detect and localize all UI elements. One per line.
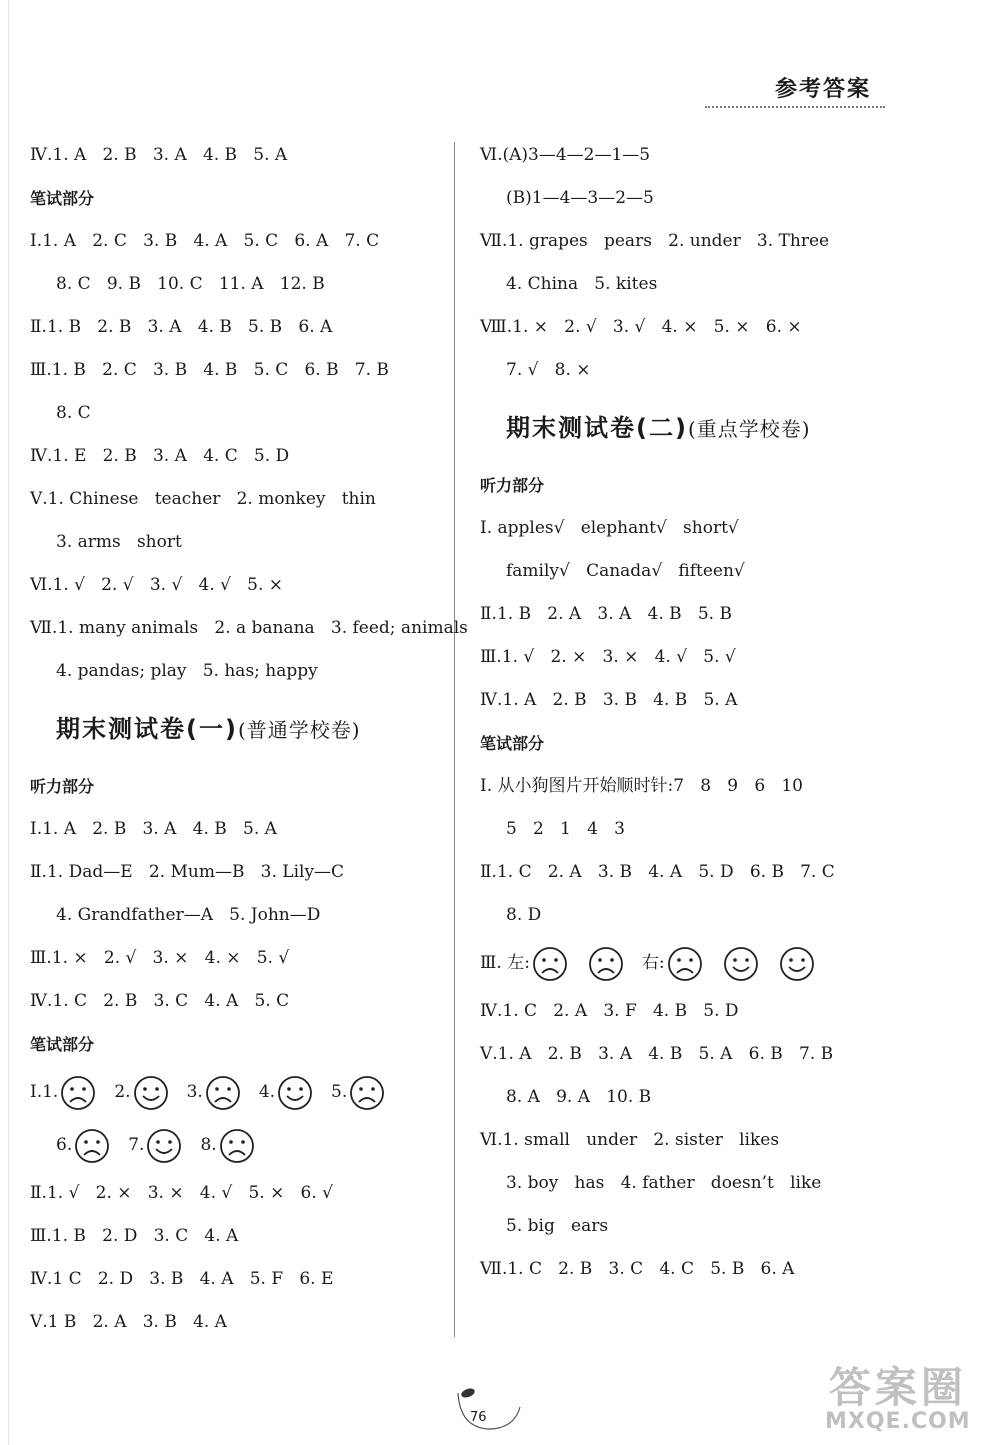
face-answer-label: 右:	[641, 953, 665, 973]
sad-face-icon	[60, 1075, 96, 1111]
answer-line: Ⅶ.1. many animals 2. a banana 3. feed; animals	[30, 618, 468, 638]
face-answer-label: 5.	[331, 1082, 348, 1102]
smiley-face-icon	[133, 1075, 169, 1111]
answer-line: Ⅳ.1. A 2. B 3. B 4. B 5. A	[480, 690, 738, 710]
answer-line: Ⅱ.1. Dad—E 2. Mum—B 3. Lily—C	[30, 862, 345, 882]
watermark-text-top: 答案圈	[828, 1363, 967, 1412]
face-answer-row	[480, 937, 900, 990]
answer-line: 3. boy has 4. father doesn’t like	[506, 1173, 822, 1193]
answer-line: Ⅵ.(A)3—4—2—1—5	[480, 145, 651, 165]
sad-face-icon	[588, 946, 624, 982]
answer-line: 8. A 9. A 10. B	[506, 1087, 652, 1107]
answer-line: Ⅵ.1. small under 2. sister likes	[480, 1130, 780, 1150]
answer-line: Ⅷ.1. × 2. √ 3. √ 4. × 5. × 6. ×	[480, 317, 802, 337]
part-label: 笔试部分	[30, 1035, 95, 1054]
answer-line: family√ Canada√ fifteen√	[506, 561, 745, 581]
answer-line: Ⅶ.1. C 2. B 3. C 4. C 5. B 6. A	[480, 1259, 795, 1279]
answer-line: 8. D	[506, 905, 542, 925]
answer-line: 3. arms short	[56, 532, 182, 552]
face-answer-label: 3.	[186, 1082, 203, 1102]
answer-line: 5 2 1 4 3	[506, 819, 625, 839]
smiley-face-icon	[277, 1075, 313, 1111]
face-answer-label: 8.	[200, 1135, 217, 1155]
answer-line: 4. pandas; play 5. has; happy	[56, 661, 318, 681]
answer-line: Ⅳ.1. C 2. B 3. C 4. A 5. C	[30, 991, 290, 1011]
answer-line: 8. C	[56, 403, 91, 423]
face-answer-label: 6.	[56, 1135, 73, 1155]
right-answer-column	[480, 134, 900, 1291]
answer-line: Ⅱ.1. √ 2. × 3. × 4. √ 5. × 6. √	[30, 1183, 333, 1203]
answer-line: Ⅱ.1. C 2. A 3. B 4. A 5. D 6. B 7. C	[480, 862, 835, 882]
answer-line: Ⅳ.1 C 2. D 3. B 4. A 5. F 6. E	[30, 1269, 334, 1289]
section-heading	[30, 693, 450, 765]
answer-line: 4. Grandfather—A 5. John—D	[56, 905, 321, 925]
answer-line: Ⅴ.1 B 2. A 3. B 4. A	[30, 1312, 227, 1332]
answer-line: 8. C 9. B 10. C 11. A 12. B	[56, 274, 325, 294]
sad-face-icon	[219, 1128, 255, 1164]
answer-line: (B)1—4—3—2—5	[506, 188, 654, 208]
sad-face-icon	[74, 1128, 110, 1164]
watermark-logo	[825, 1355, 971, 1434]
answer-line: Ⅰ. apples√ elephant√ short√	[480, 518, 739, 538]
face-answer-label: Ⅲ. 左:	[480, 953, 530, 973]
sad-face-icon	[205, 1075, 241, 1111]
sad-face-icon	[532, 946, 568, 982]
part-label: 笔试部分	[30, 189, 95, 208]
answer-line: Ⅳ.1. E 2. B 3. A 4. C 5. D	[30, 446, 290, 466]
section-heading	[480, 392, 900, 464]
sad-face-icon	[667, 946, 703, 982]
answer-line: Ⅰ.1. A 2. B 3. A 4. B 5. A	[30, 819, 277, 839]
answer-line: 5. big ears	[506, 1216, 609, 1236]
section-title: 期末测试卷(二)	[506, 414, 688, 442]
left-answer-column	[30, 134, 468, 1344]
page-number-ornament	[448, 1385, 528, 1435]
answer-line: Ⅱ.1. B 2. A 3. A 4. B 5. B	[480, 604, 732, 624]
answer-line: 4. China 5. kites	[506, 274, 658, 294]
answer-line: Ⅲ.1. × 2. √ 3. × 4. × 5. √	[30, 948, 290, 968]
answer-line: Ⅵ.1. √ 2. √ 3. √ 4. √ 5. ×	[30, 575, 284, 595]
column-divider	[454, 142, 455, 1337]
answer-line: Ⅲ.1. B 2. C 3. B 4. B 5. C 6. B 7. B	[30, 360, 389, 380]
answer-line: Ⅱ.1. B 2. B 3. A 4. B 5. B 6. A	[30, 317, 333, 337]
face-answer-row	[30, 1119, 450, 1172]
smiley-face-icon	[779, 946, 815, 982]
section-subtitle: (普通学校卷)	[237, 718, 361, 742]
answer-line: Ⅳ.1. A 2. B 3. A 4. B 5. A	[30, 145, 288, 165]
answer-line: Ⅰ. 从小狗图片开始顺时针:7 8 9 6 10	[480, 776, 803, 796]
answer-line: Ⅴ.1. A 2. B 3. A 4. B 5. A 6. B 7. B	[480, 1044, 834, 1064]
part-label: 笔试部分	[480, 734, 545, 753]
header-dotted-rule	[705, 106, 885, 108]
page-header-title: 参考答案	[775, 77, 872, 102]
part-label: 听力部分	[30, 777, 95, 796]
part-label: 听力部分	[480, 476, 545, 495]
face-answer-label: Ⅰ.1.	[30, 1082, 59, 1102]
face-answer-label: 4.	[258, 1082, 276, 1102]
smiley-face-icon	[146, 1128, 182, 1164]
answer-line: Ⅳ.1. C 2. A 3. F 4. B 5. D	[480, 1001, 739, 1021]
smiley-face-icon	[723, 946, 759, 982]
face-answer-label: 2.	[114, 1082, 131, 1102]
answer-line: Ⅰ.1. A 2. C 3. B 4. A 5. C 6. A 7. C	[30, 231, 380, 251]
section-subtitle: (重点学校卷)	[687, 417, 811, 441]
face-answer-row	[30, 1066, 450, 1119]
section-title: 期末测试卷(一)	[56, 715, 238, 743]
watermark-text-bottom: MXQE.COM	[825, 1409, 971, 1434]
answer-line: Ⅲ.1. B 2. D 3. C 4. A	[30, 1226, 239, 1246]
sad-face-icon	[349, 1075, 385, 1111]
answer-line: 7. √ 8. ×	[506, 360, 591, 380]
answer-line: Ⅲ.1. √ 2. × 3. × 4. √ 5. √	[480, 647, 736, 667]
answer-line: Ⅴ.1. Chinese teacher 2. monkey thin	[30, 489, 376, 509]
face-answer-label: 7.	[128, 1135, 145, 1155]
page-edge-line	[8, 0, 9, 1445]
answer-line: Ⅶ.1. grapes pears 2. under 3. Three	[480, 231, 830, 251]
page-number: 76	[470, 1410, 487, 1425]
